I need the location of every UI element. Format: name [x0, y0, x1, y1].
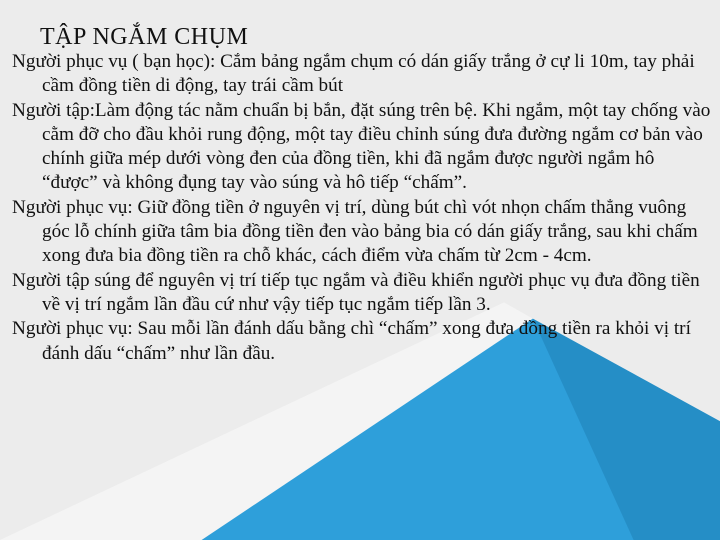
paragraph-shooter-aiming: Người tập:Làm động tác nằm chuẩn bị bắn, đặt súng trên bệ. Khi ngắm, một tay chống vào cằm đỡ cho đầu khỏi rung động, một tay điều chỉnh súng đưa đường ngắm cơ bản vào chính giữa mép dưới vòng đen của đồng tiền, khi đã ngắm được người ngắm hô “được” và không đụng tay vào súng và hô tiếp “chấm”.: [12, 99, 711, 194]
paragraph-server-marking: Người phục vụ: Giữ đồng tiền ở nguyên vị trí, dùng bút chì vót nhọn chấm thẳng vuông góc lỗ chính giữa tâm bia đồng tiền đen vào bảng bia có dán giấy trắng, sau khi chấm xong đưa bia đồng tiền ra chỗ khác, cách điểm vừa chấm từ 2cm - 4cm.: [12, 196, 698, 267]
slide-title: TẬP NGẮM CHỤM: [40, 24, 249, 51]
paragraph-server-repeat: Người phục vụ: Sau mỗi lần đánh dấu bằng chì “chấm” xong đưa đồng tiền ra khỏi vị trí đánh dấu “chấm” như lần đầu.: [12, 318, 691, 364]
slide-body: [12, 50, 712, 366]
paragraph-server-setup: Người phục vụ ( bạn học): Cắm bảng ngắm chụm có dán giấy trắng ở cự li 10m, tay phải cầm đồng tiền di động, tay trái cầm bút: [12, 51, 695, 97]
paragraph-shooter-continue: Người tập súng để nguyên vị trí tiếp tục ngắm và điều khiển người phục vụ đưa đồng tiền về vị trí ngắm lần đầu cứ như vậy tiếp tục ngắm tiếp lần 3.: [12, 269, 700, 315]
